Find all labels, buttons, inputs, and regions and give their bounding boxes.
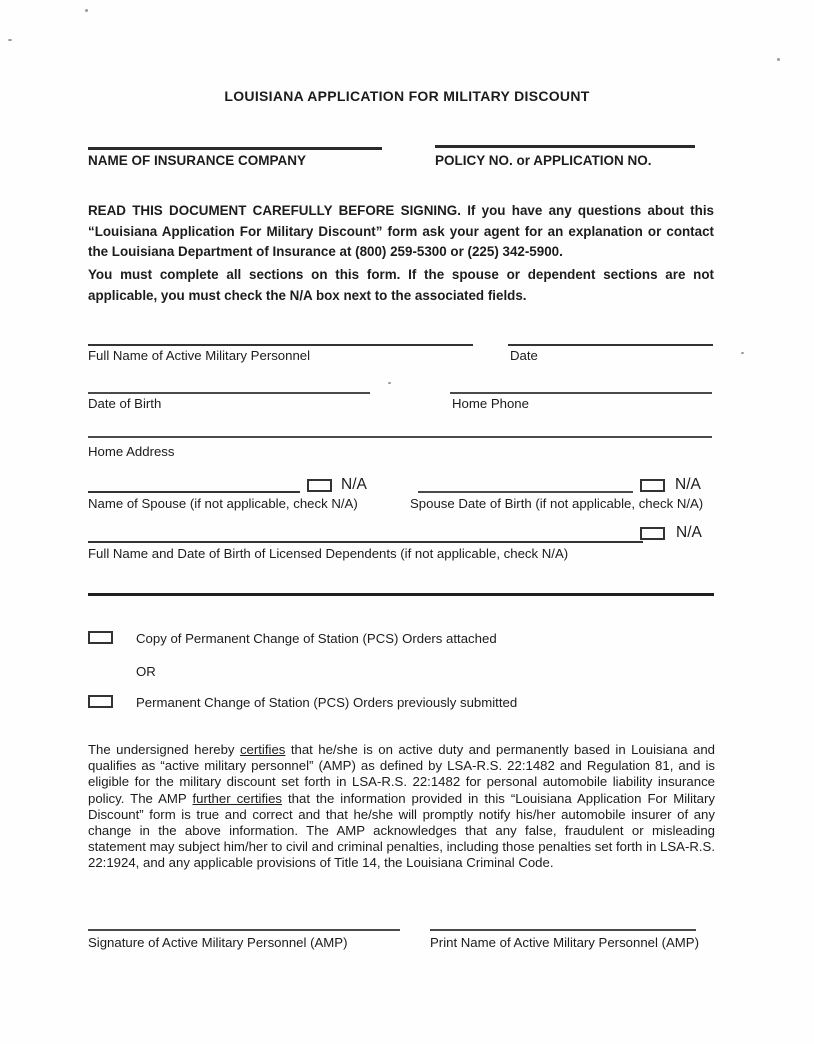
print-name-label: Print Name of Active Military Personnel (AMP): [430, 935, 699, 950]
spouse-dob-na-label: N/A: [675, 476, 701, 493]
section-divider: [88, 593, 714, 596]
home-address-input-line[interactable]: [88, 436, 712, 438]
spouse-dob-na-checkbox[interactable]: [640, 479, 665, 492]
pcs-or-label: OR: [136, 664, 156, 679]
home-phone-label: Home Phone: [452, 396, 529, 411]
certification-text: that the information provided in this “Louisiana Application For Military Discount” form is true and correct and that he/she will promptly notify his/her automobile insurer of any change in the above information. The AMP acknowledges that any false, fraudulent or misleading statement may subject him/her to civil and criminal penalties, including those penalties set forth in LSA-R.S. 22:1924, and any applicable provisions of Title 14, the Louisiana Criminal Code.: [88, 790, 715, 871]
insurance-company-label: NAME OF INSURANCE COMPANY: [88, 153, 307, 168]
spouse-name-input-line[interactable]: [88, 491, 300, 493]
certifies-underlined: certifies: [239, 742, 286, 757]
full-name-input-line[interactable]: [88, 344, 473, 346]
home-phone-input-line[interactable]: [450, 392, 712, 394]
date-of-birth-input-line[interactable]: [88, 392, 370, 394]
full-name-label: Full Name of Active Military Personnel: [88, 348, 311, 363]
policy-no-label: POLICY NO. or APPLICATION NO.: [435, 153, 652, 168]
pcs-previously-submitted-checkbox[interactable]: [88, 695, 113, 708]
date-of-birth-label: Date of Birth: [88, 396, 162, 411]
policy-no-input-line[interactable]: [435, 145, 695, 148]
scan-artifact: [8, 39, 12, 41]
spouse-dob-label: Spouse Date of Birth (if not applicable, check N/A): [410, 496, 704, 511]
spouse-dob-input-line[interactable]: [418, 491, 633, 493]
further-certifies-underlined: further certifies: [192, 790, 283, 806]
date-label: Date: [510, 348, 538, 363]
date-input-line[interactable]: [508, 344, 713, 346]
dependents-na-label: N/A: [676, 524, 702, 541]
scan-artifact: [777, 58, 780, 61]
spouse-name-na-checkbox[interactable]: [307, 479, 332, 492]
complete-all-paragraph: You must complete all sections on this form. If the spouse or dependent sections are not applicable, you must check the N/A box next to the associated fields.: [88, 267, 714, 303]
scan-artifact: [741, 352, 744, 354]
certification-text: that he/she is on active duty and permanently based in Louisiana and qualifies as “active military personnel” (AMP) as defined by LSA-R.S. 22:1482 and Regulation 81, and is eligible for the military discount set forth in LSA-R.S. 22:1482 for personal automobile liability insurance policy. The AMP: [88, 742, 715, 806]
signature-label: Signature of Active Military Personnel (AMP): [88, 935, 348, 950]
certification-text: The undersigned hereby: [88, 742, 240, 757]
signature-input-line[interactable]: [88, 929, 400, 931]
page-title: LOUISIANA APPLICATION FOR MILITARY DISCOUNT: [224, 88, 590, 104]
pcs-attached-checkbox[interactable]: [88, 631, 113, 644]
certification-paragraph: [88, 742, 715, 872]
dependents-label: Full Name and Date of Birth of Licensed Dependents (if not applicable, check N/A): [88, 546, 569, 561]
pcs-previously-submitted-label: Permanent Change of Station (PCS) Orders previously submitted: [136, 695, 518, 710]
scan-artifact: [85, 9, 88, 12]
print-name-input-line[interactable]: [430, 929, 696, 931]
dependents-input-line[interactable]: [88, 541, 643, 543]
dependents-na-checkbox[interactable]: [640, 527, 665, 540]
read-carefully-paragraph: READ THIS DOCUMENT CAREFULLY BEFORE SIGNING. If you have any questions about this “Louisiana Application For Military Discount” form ask your agent for an explanation or contact the Louisiana Department of Insurance at (800) 259-5300 or (225) 342-5900.: [88, 203, 714, 259]
pcs-attached-label: Copy of Permanent Change of Station (PCS) Orders attached: [136, 631, 497, 646]
spouse-name-na-label: N/A: [341, 476, 367, 493]
home-address-label: Home Address: [88, 444, 175, 459]
insurance-company-input-line[interactable]: [88, 147, 382, 150]
spouse-name-label: Name of Spouse (if not applicable, check N/A): [88, 496, 358, 511]
scan-artifact: [388, 382, 391, 384]
